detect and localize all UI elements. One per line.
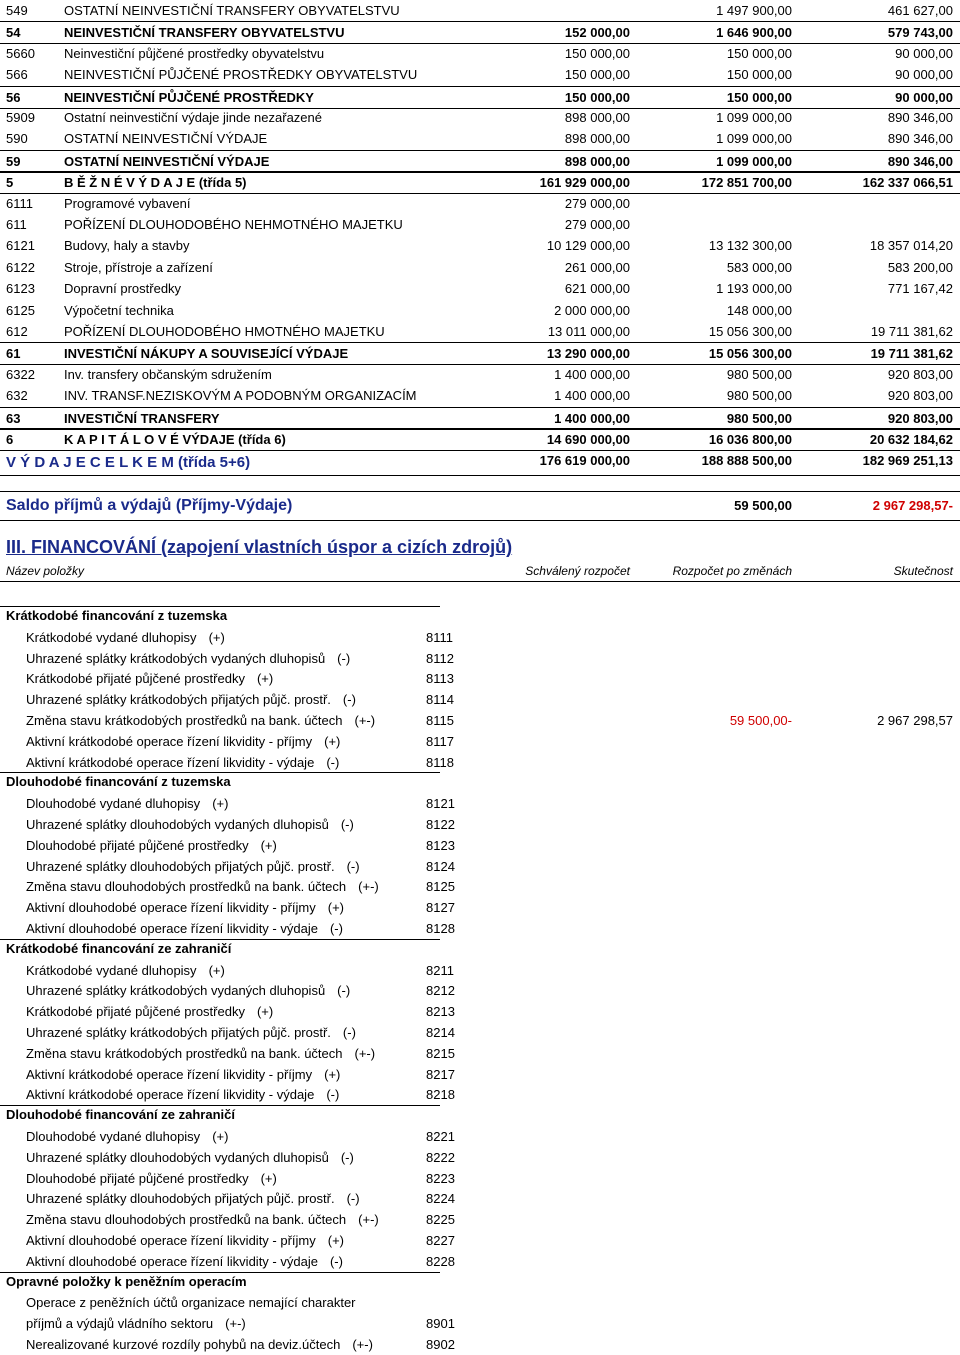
item-sign: (-)	[340, 817, 354, 832]
row-after-changes: 583 000,00	[726, 259, 792, 275]
row-code: 5	[6, 175, 14, 191]
table-row	[0, 64, 960, 85]
header-actual: Skutečnost	[893, 564, 953, 578]
item-label: Krátkodobé přijaté půjčené prostředky	[26, 1004, 245, 1020]
financing-row	[0, 1043, 960, 1064]
item-label: Nerealizované kurzové rozdíly pohybů na deviz.účtech	[26, 1337, 341, 1352]
saldo-row	[0, 491, 960, 521]
row-name: B Ě Ž N É V Ý D A J E (třída 5)	[64, 175, 247, 191]
item-label: Aktivní krátkodobé operace řízení likvidity - příjmy	[26, 1066, 313, 1082]
item-code: 8113	[426, 671, 454, 687]
item-label: Uhrazené splátky dlouhodobých přijatých půjč. prostř.	[26, 1191, 335, 1207]
item-label: Aktivní dlouhodobé operace řízení likvidity - výdaje	[26, 921, 318, 936]
row-name: INVESTIČNÍ NÁKUPY A SOUVISEJÍCÍ VÝDAJE	[64, 346, 349, 362]
item-sign: (+)	[324, 733, 341, 749]
financing-row	[0, 710, 960, 731]
row-name: INVESTIČNÍ TRANSFERY	[64, 410, 220, 426]
item-code: 8121	[426, 796, 455, 812]
item-code: 8224	[426, 1191, 455, 1207]
row-approved: 1 400 000,00	[554, 410, 630, 426]
row-after-changes: 15 056 300,00	[708, 324, 792, 339]
saldo-v2: 59 500,00	[734, 498, 792, 513]
item-code: 8111	[426, 629, 453, 645]
row-code: 549	[6, 3, 28, 18]
row-after-changes: 1 099 000,00	[716, 153, 792, 169]
item-label: Změna stavu dlouhodobých prostředků na bank. účtech	[26, 1212, 347, 1228]
row-code: 63	[6, 410, 21, 426]
item-label: Aktivní dlouhodobé operace řízení likvidity - výdaje	[26, 1253, 318, 1269]
item-sign: (-)	[326, 1087, 340, 1103]
table-row	[0, 257, 960, 278]
row-code: 611	[6, 217, 27, 232]
row-code: 6111	[6, 195, 33, 211]
item-sign: (+)	[212, 796, 229, 812]
row-name: NEINVESTIČNÍ TRANSFERY OBYVATELSTVU	[64, 25, 345, 41]
financing-row	[0, 648, 960, 669]
group-title: Dlouhodobé financování ze zahraničí	[6, 1107, 235, 1123]
financing-row	[0, 1334, 960, 1355]
item-label: Změna stavu dlouhodobých prostředků na bank. účtech	[26, 879, 347, 895]
row-actual: 920 803,00	[887, 388, 953, 404]
item-label: Dlouhodobé vydané dluhopisy	[26, 1129, 201, 1144]
row-name: Dopravní prostředky	[64, 281, 182, 297]
item-label: Dlouhodobé přijaté půjčené prostředky	[26, 1170, 249, 1186]
item-label: Změna stavu krátkodobých prostředků na bank. účtech	[26, 1045, 343, 1061]
item-sign: (-)	[342, 692, 356, 708]
item-code: 8222	[426, 1149, 455, 1165]
row-code: 590	[6, 131, 28, 147]
item-sign: (+)	[256, 1004, 274, 1020]
row-after-changes: 150 000,00	[726, 67, 792, 83]
row-code: 632	[6, 388, 28, 404]
item-sign: (-)	[329, 1253, 343, 1269]
item-label: Uhrazené splátky krátkodobých vydaných dluhopisů	[26, 983, 326, 999]
row-name: Neinvestiční půjčené prostředky obyvatelstvu	[64, 45, 325, 61]
item-sign: (+)	[256, 671, 274, 687]
table-row	[0, 171, 960, 194]
row-after-changes: 1 193 000,00	[716, 281, 792, 297]
table-row	[0, 235, 960, 256]
row-approved: 621 000,00	[564, 281, 630, 297]
item-sign: (-)	[337, 983, 351, 999]
item-code: 8211	[426, 962, 454, 978]
item-sign: (+)	[208, 629, 225, 645]
item-sign: (+-)	[358, 1212, 379, 1228]
financing-row	[0, 689, 960, 710]
financing-row	[0, 627, 960, 648]
row-approved: 898 000,00	[564, 131, 630, 147]
item-code: 8123	[426, 837, 455, 853]
financing-row	[0, 897, 960, 918]
row-code: 6123	[6, 281, 35, 297]
financing-row	[0, 1147, 960, 1168]
item-label: Aktivní dlouhodobé operace řízení likvidity - příjmy	[26, 900, 316, 916]
table-row	[0, 21, 960, 44]
item-code: 8114	[426, 692, 454, 708]
header-name: Název položky	[6, 564, 85, 578]
row-after-changes: 172 851 700,00	[701, 175, 792, 191]
item-label: Krátkodobé vydané dluhopisy	[26, 962, 197, 978]
row-approved: 161 929 000,00	[539, 175, 630, 191]
row-approved: 1 400 000,00	[554, 388, 630, 404]
item-code: 8122	[426, 817, 455, 832]
financing-row	[0, 1251, 960, 1272]
row-approved: 10 129 000,00	[546, 238, 630, 254]
item-code: 8217	[426, 1066, 455, 1082]
table-row	[0, 214, 960, 235]
item-sign: (+)	[208, 962, 225, 978]
table-row	[0, 43, 960, 64]
item-label: Aktivní krátkodobé operace řízení likvidity - příjmy	[26, 733, 313, 749]
item-code: 8125	[426, 879, 455, 895]
item-label: Dlouhodobé přijaté půjčené prostředky	[26, 837, 249, 853]
financing-row	[0, 1313, 960, 1334]
total-row	[0, 450, 960, 476]
item-code: 8115	[426, 713, 454, 728]
item-code: 8128	[426, 921, 455, 936]
row-approved: 150 000,00	[564, 67, 630, 83]
row-approved: 150 000,00	[564, 45, 630, 61]
row-actual: 583 200,00	[887, 259, 953, 275]
item-sign: (+)	[260, 837, 277, 853]
row-actual: 90 000,00	[895, 45, 953, 61]
row-name: OSTATNÍ NEINVESTIČNÍ VÝDAJE	[64, 153, 270, 169]
table-row	[0, 193, 960, 214]
item-code: 8214	[426, 1025, 455, 1040]
row-name: Programové vybavení	[64, 195, 191, 211]
item-code: 8118	[426, 754, 454, 770]
item-code: 8221	[426, 1129, 455, 1144]
row-actual: 771 167,42	[887, 281, 953, 297]
row-approved: 261 000,00	[564, 259, 630, 275]
row-approved: 13 290 000,00	[546, 346, 630, 362]
total-v1: 176 619 000,00	[539, 453, 630, 468]
row-name: NEINVESTIČNÍ PŮJČENÉ PROSTŘEDKY	[64, 89, 314, 105]
financing-row	[0, 1001, 960, 1022]
item-code: 8225	[426, 1212, 455, 1228]
item-code: 8902	[426, 1337, 455, 1352]
table-row	[0, 300, 960, 321]
saldo-label: Saldo příjmů a výdajů (Příjmy-Výdaje)	[6, 497, 293, 514]
row-code: 56	[6, 89, 21, 105]
table-row	[0, 278, 960, 299]
row-code: 54	[6, 25, 21, 41]
row-approved: 14 690 000,00	[546, 432, 630, 447]
item-label: Změna stavu krátkodobých prostředků na bank. účtech	[26, 713, 343, 728]
item-sign: (+)	[212, 1129, 229, 1144]
financing-row	[0, 856, 960, 877]
item-label: Uhrazené splátky dlouhodobých vydaných dluhopisů	[26, 817, 329, 832]
row-name: NEINVESTIČNÍ PŮJČENÉ PROSTŘEDKY OBYVATELSTVU	[64, 67, 418, 83]
row-after-changes: 1 497 900,00	[716, 3, 792, 18]
item-code: 8228	[426, 1253, 455, 1269]
item-label: Uhrazené splátky krátkodobých vydaných dluhopisů	[26, 650, 326, 666]
row-after-changes: 16 036 800,00	[708, 432, 792, 447]
table-row	[0, 342, 960, 365]
item-code: 8227	[426, 1233, 455, 1248]
group-title: Krátkodobé financování z tuzemska	[6, 608, 228, 623]
saldo-v3: 2 967 298,57-	[872, 498, 953, 513]
financing-row	[0, 1126, 960, 1147]
group-title: Dlouhodobé financování z tuzemska	[6, 774, 231, 790]
row-code: 6	[6, 432, 14, 447]
row-code: 5660	[6, 45, 35, 61]
item-sign: (-)	[329, 921, 343, 936]
row-approved: 898 000,00	[564, 110, 630, 125]
financing-row	[0, 1064, 960, 1085]
row-code: 6125	[6, 302, 35, 318]
financing-row	[0, 960, 960, 981]
row-name: Inv. transfery občanským sdružením	[64, 366, 272, 382]
row-actual: 890 346,00	[887, 131, 953, 147]
financing-title: III. FINANCOVÁNÍ (zapojení vlastních úspor a cizích zdrojů)	[6, 537, 513, 557]
item-label: Dlouhodobé vydané dluhopisy	[26, 796, 201, 812]
row-after-changes: 1 646 900,00	[716, 25, 792, 41]
financing-row	[0, 876, 960, 897]
row-approved: 152 000,00	[564, 25, 630, 41]
item-after-changes: 59 500,00-	[729, 713, 792, 728]
row-actual: 579 743,00	[887, 25, 953, 41]
item-code: 8112	[426, 650, 454, 666]
item-sign: (-)	[346, 1191, 360, 1207]
row-after-changes: 148 000,00	[726, 302, 792, 318]
item-code: 8215	[426, 1045, 455, 1061]
financing-row	[0, 752, 960, 773]
table-row	[0, 107, 960, 128]
row-after-changes: 1 099 000,00	[716, 131, 792, 147]
total-label: V Ý D A J E C E L K E M (třída 5+6)	[6, 454, 251, 471]
row-name: K A P I T Á L O V É VÝDAJE (třída 6)	[64, 432, 286, 447]
table-row	[0, 0, 960, 21]
total-v2: 188 888 500,00	[701, 453, 792, 468]
row-approved: 2 000 000,00	[554, 302, 630, 318]
item-label: Uhrazené splátky krátkodobých přijatých půjč. prostř.	[26, 692, 331, 708]
item-label: Uhrazené splátky dlouhodobých přijatých půjč. prostř.	[26, 858, 335, 874]
header-approved: Schválený rozpočet	[525, 564, 630, 578]
row-actual: 162 337 066,51	[862, 175, 953, 191]
row-name: Budovy, haly a stavby	[64, 238, 190, 254]
row-approved: 150 000,00	[564, 89, 630, 105]
financing-row	[0, 1168, 960, 1189]
group-title: Opravné položky k peněžním operacím	[6, 1273, 247, 1289]
financing-row	[0, 918, 960, 939]
financing-row	[0, 1209, 960, 1230]
row-code: 6121	[6, 238, 35, 254]
row-code: 566	[6, 67, 28, 83]
row-actual: 461 627,00	[887, 3, 953, 18]
row-code: 59	[6, 153, 21, 169]
item-label: Aktivní krátkodobé operace řízení likvidity - výdaje	[26, 754, 315, 770]
row-actual: 890 346,00	[887, 110, 953, 125]
item-code: 8117	[426, 733, 454, 749]
item-sign: (+-)	[225, 1316, 246, 1332]
item-sign: (+)	[327, 900, 344, 916]
financing-row	[0, 793, 960, 814]
financing-row	[0, 668, 960, 689]
table-row	[0, 150, 960, 173]
row-name: Ostatní neinvestiční výdaje jinde nezařazené	[64, 110, 322, 125]
total-v3: 182 969 251,13	[862, 453, 953, 468]
item-label: příjmů a výdajů vládního sektoru	[26, 1316, 214, 1332]
table-row	[0, 321, 960, 342]
financing-row	[0, 731, 960, 752]
item-label: Aktivní krátkodobé operace řízení likvidity - výdaje	[26, 1087, 315, 1103]
item-code: 8223	[426, 1170, 455, 1186]
row-approved: 898 000,00	[564, 153, 630, 169]
financing-header	[0, 561, 960, 582]
row-approved: 279 000,00	[564, 195, 630, 211]
row-name: POŘÍZENÍ DLOUHODOBÉHO NEHMOTNÉHO MAJETKU	[64, 217, 403, 232]
row-actual: 90 000,00	[895, 89, 953, 105]
row-approved: 279 000,00	[564, 217, 630, 232]
row-name: Výpočetní technika	[64, 302, 174, 318]
item-label: Uhrazené splátky dlouhodobých vydaných dluhopisů	[26, 1149, 329, 1165]
row-after-changes: 150 000,00	[726, 45, 792, 61]
row-actual: 19 711 381,62	[870, 346, 953, 362]
item-sign: (+-)	[354, 713, 376, 728]
row-code: 61	[6, 346, 21, 362]
row-after-changes: 980 500,00	[726, 410, 792, 426]
item-code: 8212	[426, 983, 455, 999]
row-actual: 18 357 014,20	[869, 238, 953, 254]
financing-row	[0, 835, 960, 856]
table-row	[0, 128, 960, 149]
item-sign: (+)	[324, 1066, 341, 1082]
item-label: Operace z peněžních účtů organizace nemající charakter	[26, 1295, 356, 1311]
table-row	[0, 407, 960, 430]
row-code: 5909	[6, 110, 35, 125]
header-after-changes: Rozpočet po změnách	[672, 564, 792, 578]
item-label: Aktivní dlouhodobé operace řízení likvidity - příjmy	[26, 1233, 316, 1248]
item-code: 8127	[426, 900, 455, 916]
row-actual: 920 803,00	[887, 366, 953, 382]
row-actual: 920 803,00	[887, 410, 953, 426]
table-row	[0, 364, 960, 385]
financing-row	[0, 1084, 960, 1105]
financing-row	[0, 980, 960, 1001]
financing-row	[0, 1230, 960, 1251]
row-actual: 890 346,00	[887, 153, 953, 169]
row-approved: 1 400 000,00	[554, 366, 630, 382]
row-after-changes: 980 500,00	[726, 366, 792, 382]
item-sign: (+-)	[354, 1045, 376, 1061]
group-title: Krátkodobé financování ze zahraničí	[6, 940, 232, 956]
row-actual: 90 000,00	[895, 67, 953, 83]
item-code: 8124	[426, 858, 455, 874]
row-name: OSTATNÍ NEINVESTIČNÍ VÝDAJE	[64, 131, 268, 147]
item-sign: (+-)	[358, 879, 379, 895]
row-code: 612	[6, 324, 28, 339]
item-sign: (-)	[340, 1149, 354, 1165]
item-code: 8213	[426, 1004, 455, 1020]
item-sign: (-)	[326, 754, 340, 770]
financing-row	[0, 814, 960, 835]
item-actual: 2 967 298,57	[877, 713, 953, 728]
financing-row	[0, 1022, 960, 1043]
row-name: Stroje, přístroje a zařízení	[64, 259, 213, 275]
item-sign: (-)	[337, 650, 351, 666]
item-code: 8901	[426, 1316, 455, 1332]
row-after-changes: 150 000,00	[726, 89, 792, 105]
row-code: 6122	[6, 259, 35, 275]
row-name: POŘÍZENÍ DLOUHODOBÉHO HMOTNÉHO MAJETKU	[64, 324, 385, 339]
item-label: Uhrazené splátky krátkodobých přijatých půjč. prostř.	[26, 1025, 331, 1040]
row-actual: 20 632 184,62	[869, 432, 953, 447]
table-row	[0, 428, 960, 451]
item-sign: (-)	[342, 1025, 356, 1040]
table-row	[0, 86, 960, 109]
item-sign: (+-)	[352, 1337, 373, 1352]
item-label: Krátkodobé přijaté půjčené prostředky	[26, 671, 245, 687]
item-sign: (+)	[327, 1233, 344, 1248]
financing-row	[0, 1188, 960, 1209]
row-actual: 19 711 381,62	[870, 324, 953, 339]
row-after-changes: 13 132 300,00	[708, 238, 792, 254]
row-after-changes: 1 099 000,00	[716, 110, 792, 125]
item-code: 8218	[426, 1087, 455, 1103]
item-label: Krátkodobé vydané dluhopisy	[26, 629, 197, 645]
row-approved: 13 011 000,00	[547, 324, 630, 339]
item-sign: (-)	[346, 858, 360, 874]
item-sign: (+)	[260, 1170, 277, 1186]
financing-row	[0, 1292, 960, 1313]
row-after-changes: 15 056 300,00	[708, 346, 792, 362]
row-name: INV. TRANSF.NEZISKOVÝM A PODOBNÝM ORGANIZACÍM	[64, 388, 417, 404]
row-code: 6322	[6, 366, 35, 382]
row-name: OSTATNÍ NEINVESTIČNÍ TRANSFERY OBYVATELSTVU	[64, 3, 400, 18]
table-row	[0, 385, 960, 406]
row-after-changes: 980 500,00	[726, 388, 792, 404]
